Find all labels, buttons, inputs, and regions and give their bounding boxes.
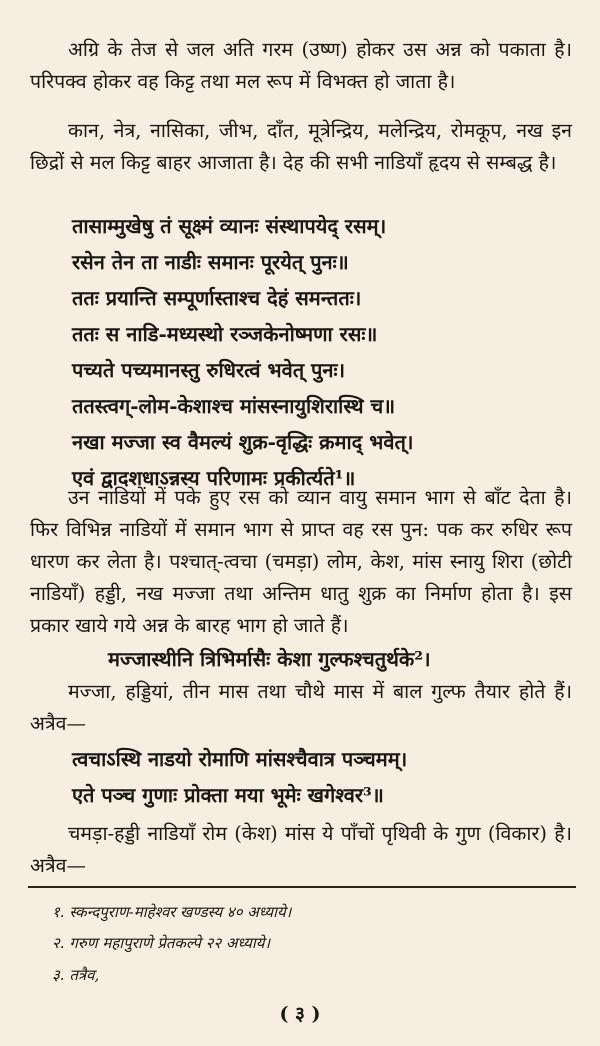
paragraph-1: अग्रि के तेज से जल अति गरम (उष्ण) होकर उस अन्न को पकाता है। परिपक्व होकर वह किट्ट तथा मल रूप में विभक्त हो जाता है। xyxy=(30,38,572,93)
footnote-1: १. स्कन्दपुराण-माहेश्वर खण्डस्य ४० अध्याये। xyxy=(52,903,292,921)
verse-line: पच्यते पच्यमानस्तु रुधिरत्वं भवेत् पुनः। xyxy=(72,358,346,382)
verse-line: ततः स नाडि-मध्यस्थो रञ्जकेनोष्मणा रसः॥ xyxy=(72,322,378,346)
page-number: ( ३ ) xyxy=(279,1003,321,1025)
footnote-2: २. गरुण महापुराणे प्रेतकल्पे २२ अध्याये। xyxy=(52,934,271,952)
verse-block-2: मज्जास्थीनि त्रिभिर्मासैः केशा गुल्फश्चतुर्थके²। xyxy=(108,647,431,671)
verse-line: त्वचाऽस्थि नाडयो रोमाणि मांसश्चैवात्र पञ्चमम्। xyxy=(72,747,408,771)
footnote-3: ३. तत्रैव, xyxy=(52,966,100,984)
verse-block-1 xyxy=(72,208,512,496)
paragraph-2: कान, नेत्र, नासिका, जीभ, दाँत, मूत्रेन्द्रिय, मलेन्द्रिय, रोमकूप, नख इन छिद्रों से मल किट्ट बाहर आजाता है। देह की सभी नाडियाँ हृदय से सम्बद्ध है। xyxy=(30,119,572,174)
verse-line: एते पञ्च गुणाः प्रोक्ता मया भूमेः खगेश्वर³॥ xyxy=(72,783,384,807)
verse-line: रसेन तेन ता नाडीः समानः पूरयेत् पुनः॥ xyxy=(72,250,349,274)
verse-line: नखा मज्जा स्व वैमल्यं शुक्र-वृद्धिः क्रमाद् भवेत्। xyxy=(72,430,414,454)
verse-line: एवं द्वादशधाऽन्नस्य परिणामः प्रकीर्त्यते¹॥ xyxy=(72,466,356,490)
verse-block-3 xyxy=(72,741,512,813)
verse-line: ततः प्रयान्ति सम्पूर्णास्ताश्च देहं समन्ततः। xyxy=(72,286,362,310)
verse-line: तासाम्मुखेषु तं सूक्ष्मं व्यानः संस्थापयेद् रसम्। xyxy=(72,214,387,238)
footnote-divider xyxy=(28,886,576,888)
paragraph-3: उन नाडियों में पके हुए रस को व्यान वायु समान भाग से बाँट देता है। फिर विभिन्न नाडियों में समान भाग से प्राप्त वह रस पुन: पक कर रुधिर रूप धारण कर लेता है। पश्चात्-त्वचा (चमड़ा) लोम, केश, मांस स्नायु शिरा (छोटी नाडियाँ) हड्डी, नख मज्जा तथा अन्तिम धातु शुक्र का निर्माण होता है। इस प्रकार खाये गये अन्न के बारह भाग हो जाते हैं। xyxy=(30,486,572,637)
paragraph-4: मज्जा, हड्डियां, तीन मास तथा चौथे मास में बाल गुल्फ तैयार होते हैं। अत्रैव— xyxy=(30,680,572,735)
verse-line: ततस्त्वग्-लोम-केशाश्च मांसस्नायुशिरास्थि च॥ xyxy=(72,394,396,418)
paragraph-5: चमड़ा-हड्डी नाडियाँ रोम (केश) मांस ये पाँचों पृथिवी के गुण (विकार) है। अत्रैव— xyxy=(30,822,572,877)
